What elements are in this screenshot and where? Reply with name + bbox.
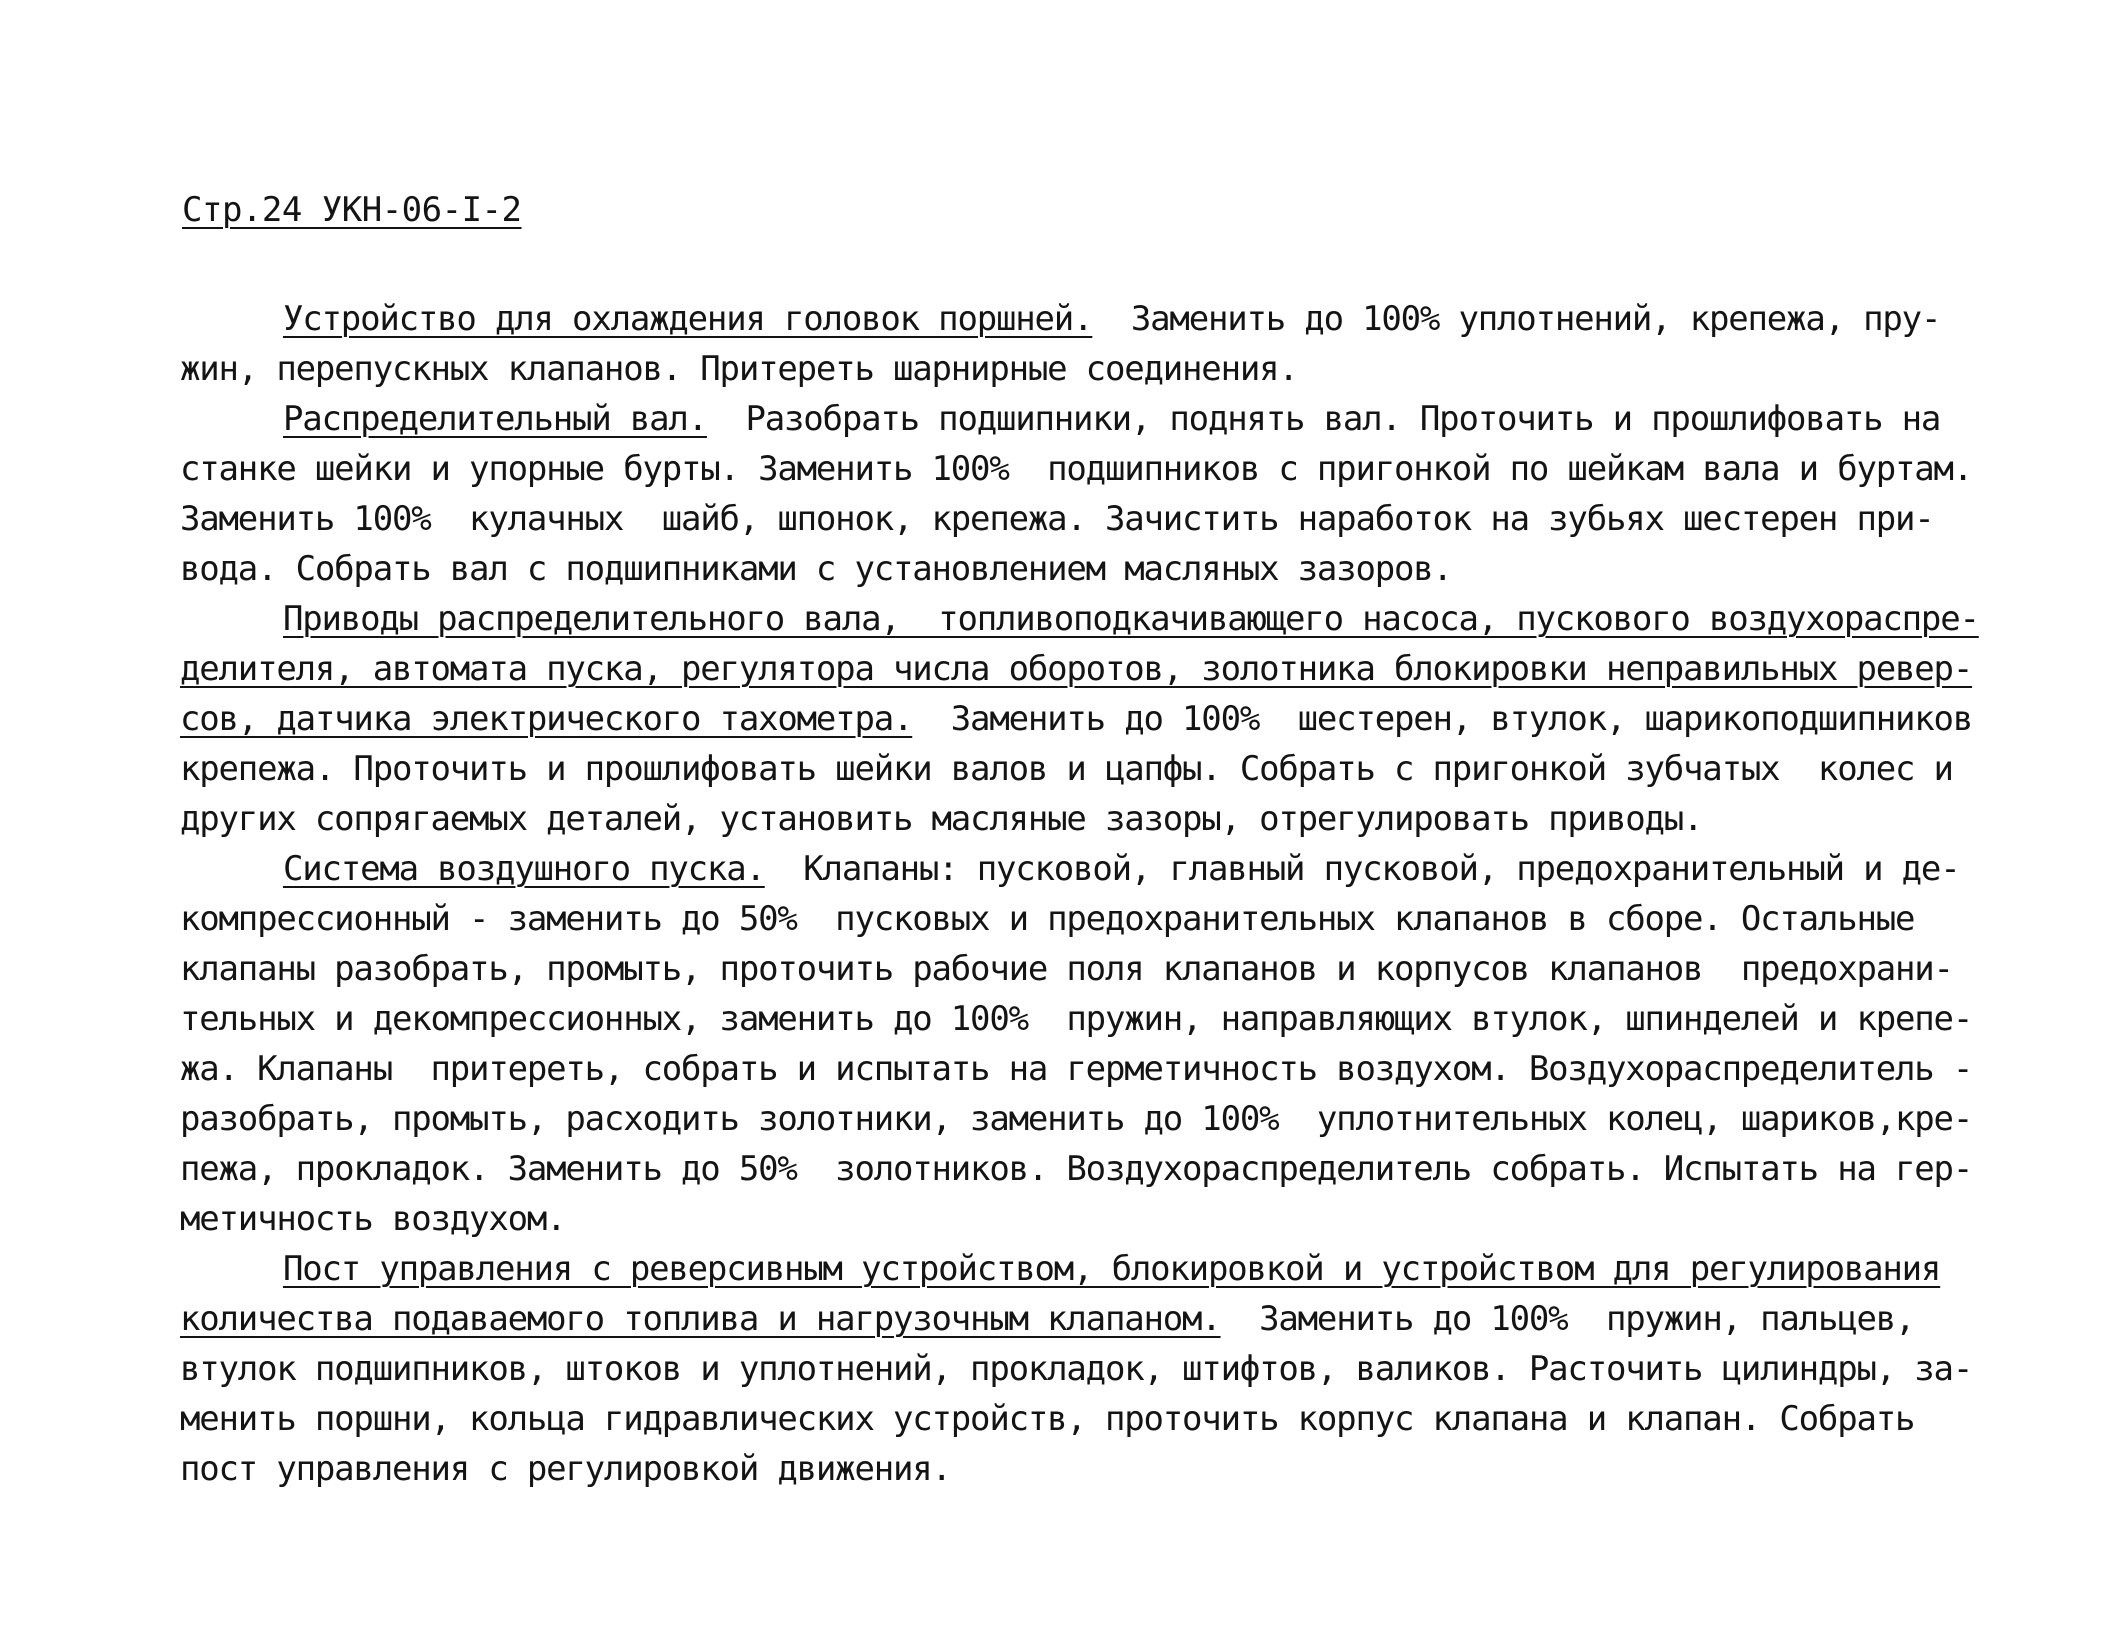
text-segment: вода. Собрать вал с подшипниками с установлением масляных зазоров. bbox=[180, 549, 1452, 589]
text-line bbox=[180, 1044, 1972, 1094]
text-line bbox=[180, 1344, 1972, 1394]
text-line bbox=[180, 944, 1953, 994]
text-segment: компрессионный - заменить до 50% пусковых и предохранительных клапанов в сборе. Остальные bbox=[180, 899, 1915, 939]
text-line bbox=[180, 494, 1934, 544]
text-segment: крепежа. Проточить и прошлифовать шейки валов и цапфы. Собрать с пригонкой зубчатых колес и bbox=[180, 749, 1953, 789]
underlined-heading: Приводы распределительного вала, топливоподкачивающего насоса, пускового воздухораспре- bbox=[283, 599, 1979, 639]
text-line bbox=[180, 1444, 951, 1494]
underlined-heading: Система воздушного пуска. bbox=[283, 849, 765, 889]
text-segment: разобрать, промыть, расходить золотники, заменить до 100% уплотнительных колец, шариков,кре- bbox=[180, 1099, 1973, 1139]
underlined-heading: сов, датчика электрического тахометра. bbox=[180, 699, 913, 739]
text-segment: втулок подшипников, штоков и уплотнений, прокладок, штифтов, валиков. Расточить цилиндры, за- bbox=[180, 1349, 1973, 1389]
page-header: Стр.24 УКН-06-І-2 bbox=[182, 190, 522, 230]
text-segment: Заменить до 100% пружин, пальцев, bbox=[1220, 1299, 1915, 1339]
text-segment: пост управления с регулировкой движения. bbox=[180, 1449, 951, 1489]
text-line bbox=[180, 444, 1972, 494]
text-line bbox=[180, 1394, 1914, 1444]
text-line bbox=[283, 394, 1940, 444]
text-segment: Разобрать подшипники, поднять вал. Проточить и прошлифовать на bbox=[706, 399, 1941, 439]
text-line bbox=[180, 1194, 565, 1244]
text-segment: клапаны разобрать, промыть, проточить рабочие поля клапанов и корпусов клапанов предохрани- bbox=[180, 949, 1953, 989]
underlined-heading: Устройство для охлаждения головок поршней. bbox=[283, 299, 1093, 339]
underlined-heading: Пост управления с реверсивным устройством, блокировкой и устройством для регулирования bbox=[283, 1249, 1941, 1289]
text-line bbox=[180, 1144, 1972, 1194]
text-line bbox=[180, 794, 1702, 844]
text-line bbox=[180, 644, 1972, 694]
text-segment: менить поршни, кольца гидравлических устройств, проточить корпус клапана и клапан. Собрать bbox=[180, 1399, 1915, 1439]
text-segment: жин, перепускных клапанов. Притереть шарнирные соединения. bbox=[180, 349, 1298, 389]
text-line bbox=[283, 594, 1979, 644]
text-line bbox=[180, 544, 1452, 594]
text-line bbox=[283, 294, 1940, 344]
text-segment: метичность воздухом. bbox=[180, 1199, 566, 1239]
text-line bbox=[180, 744, 1953, 794]
text-line bbox=[180, 1294, 1914, 1344]
text-line bbox=[180, 344, 1298, 394]
text-line bbox=[283, 1244, 1940, 1294]
text-line bbox=[180, 1094, 1972, 1144]
text-segment: тельных и декомпрессионных, заменить до 100% пружин, направляющих втулок, шпинделей и крепе- bbox=[180, 999, 1973, 1039]
text-line bbox=[180, 994, 1972, 1044]
text-segment: станке шейки и упорные бурты. Заменить 100% подшипников с пригонкой по шейкам вала и буртам. bbox=[180, 449, 1973, 489]
underlined-heading: Распределительный вал. bbox=[283, 399, 707, 439]
text-segment: жа. Клапаны притереть, собрать и испытать на герметичность воздухом. Воздухораспределитель - bbox=[180, 1049, 1973, 1089]
text-segment: пежа, прокладок. Заменить до 50% золотников. Воздухораспределитель собрать. Испытать на гер- bbox=[180, 1149, 1973, 1189]
text-segment: Заменить до 100% уплотнений, крепежа, пру- bbox=[1092, 299, 1941, 339]
text-line bbox=[283, 844, 1959, 894]
text-segment: Клапаны: пусковой, главный пусковой, предохранительный и де- bbox=[764, 849, 1960, 889]
text-segment: Заменить до 100% шестерен, втулок, шарикоподшипников bbox=[912, 699, 1973, 739]
text-segment: других сопрягаемых деталей, установить масляные зазоры, отрегулировать приводы. bbox=[180, 799, 1703, 839]
text-line bbox=[180, 894, 1914, 944]
text-line bbox=[180, 694, 1972, 744]
underlined-heading: количества подаваемого топлива и нагрузочным клапаном. bbox=[180, 1299, 1221, 1339]
text-segment: Заменить 100% кулачных шайб, шпонок, крепежа. Зачистить наработок на зубьях шестерен при- bbox=[180, 499, 1934, 539]
underlined-heading: делителя, автомата пуска, регулятора числа оборотов, золотника блокировки неправильных ревер- bbox=[180, 649, 1973, 689]
